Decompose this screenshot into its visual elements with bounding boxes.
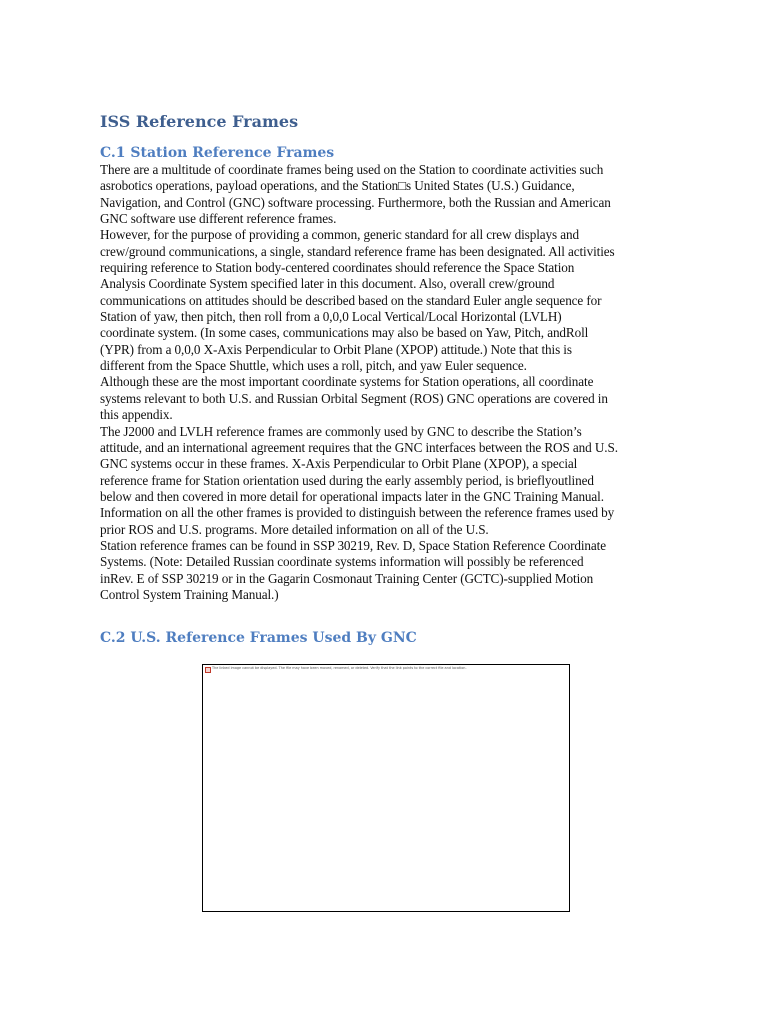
body-line: The J2000 and LVLH reference frames are commonly used by GNC to describe the Station’s [100, 423, 582, 439]
body-line: this appendix. [100, 407, 173, 423]
body-line: Analysis Coordinate System specified later in this document. Also, overall crew/ground [100, 276, 555, 292]
body-line: communications on attitudes should be described based on the standard Euler angle sequence for [100, 292, 602, 308]
body-line: Navigation, and Control (GNC) software processing. Furthermore, both the Russian and American [100, 194, 611, 210]
body-line: crew/ground communications, a single, standard reference frame has been designated. All activities [100, 243, 615, 259]
body-line: Control System Training Manual.) [100, 586, 279, 602]
broken-image-icon [205, 667, 211, 673]
body-line: coordinate system. (In some cases, communications may also be based on Yaw, Pitch, andRoll [100, 325, 589, 341]
body-line: (YPR) from a 0,0,0 X-Axis Perpendicular to Orbit Plane (XPOP) attitude.) Note that this is [100, 341, 572, 357]
document-title: ISS Reference Frames [100, 112, 299, 131]
body-line: There are a multitude of coordinate frames being used on the Station to coordinate activities such [100, 162, 604, 177]
body-line: requiring reference to Station body-centered coordinates should reference the Space Station [100, 260, 575, 276]
body-line: attitude, and an international agreement requires that the GNC interfaces between the ROS and U.S. [100, 439, 618, 455]
body-line: reference frame for Station orientation used during the early assembly period, is brieflyoutlined [100, 472, 594, 488]
body-line: different from the Space Shuttle, which uses a roll, pitch, and yaw Euler sequence. [100, 358, 527, 374]
body-line: prior ROS and U.S. programs. More detailed information on all of the U.S. [100, 521, 489, 537]
body-line: GNC systems occur in these frames. X-Axis Perpendicular to Orbit Plane (XPOP), a special [100, 456, 578, 472]
section-heading-c2: C.2 U.S. Reference Frames Used By GNC [100, 630, 417, 646]
body-line: inRev. E of SSP 30219 or in the Gagarin Cosmonaut Training Center (GCTC)-supplied Motion [100, 570, 594, 586]
body-line: systems relevant to both U.S. and Russian Orbital Segment (ROS) GNC operations are covered in [100, 390, 608, 406]
body-line: below and then covered in more detail for operational impacts later in the GNC Training Manual. [100, 488, 604, 504]
body-line: However, for the purpose of providing a common, generic standard for all crew displays and [100, 227, 579, 243]
section-c1-body [100, 162, 675, 603]
body-line: asrobotics operations, payload operations, and the Station□s United States (U.S.) Guidance, [100, 178, 575, 194]
body-line: Information on all the other frames is provided to distinguish between the reference frames used by [100, 505, 615, 521]
body-line: Systems. (Note: Detailed Russian coordinate systems information will possibly be referenced [100, 554, 584, 570]
body-line: Although these are the most important coordinate systems for Station operations, all coordinate [100, 374, 594, 390]
body-line: Station of yaw, then pitch, then roll from a 0,0,0 Local Vertical/Local Horizontal (LVLH) [100, 309, 562, 325]
section-heading-c1: C.1 Station Reference Frames [100, 145, 335, 161]
body-line: GNC software use different reference frames. [100, 211, 337, 227]
figure-alt-text: The linked image cannot be displayed. The file may have been moved, renamed, or deleted. Verify that the link points to the correct file and location. [212, 666, 467, 670]
figure-placeholder [202, 664, 570, 912]
body-line: Station reference frames can be found in SSP 30219, Rev. D, Space Station Reference Coordinate [100, 537, 606, 553]
